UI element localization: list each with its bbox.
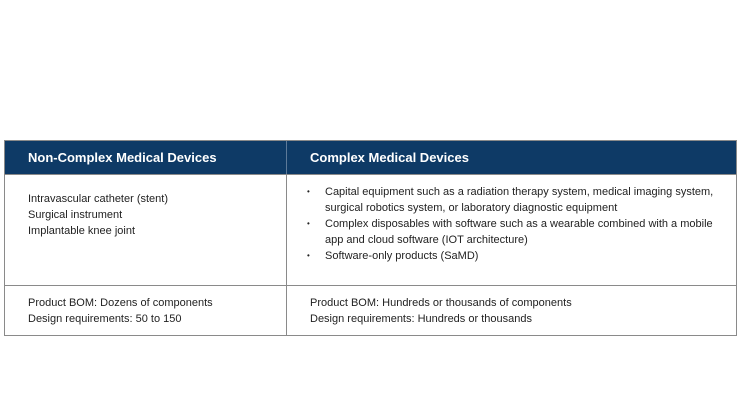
list-item-line: surgical robotics system, or laboratory diagnostic equipment bbox=[325, 202, 618, 214]
table-header-row bbox=[5, 141, 736, 174]
complex-examples-cell bbox=[287, 175, 736, 285]
complex-specs-cell bbox=[287, 286, 736, 335]
non-complex-specs-cell bbox=[5, 286, 287, 335]
list-item-line: app and cloud software (IOT architecture) bbox=[325, 234, 528, 246]
header-non-complex-devices: Non-Complex Medical Devices bbox=[5, 141, 287, 174]
bullet-icon: • bbox=[307, 219, 310, 228]
table-row-device-examples bbox=[5, 174, 736, 285]
non-complex-example: Intravascular catheter (stent) bbox=[28, 193, 169, 205]
list-item-line: Complex disposables with software such as a wearable combined with a mobile bbox=[325, 218, 713, 230]
table-row-specifications bbox=[5, 285, 736, 335]
list-item-line: Software-only products (SaMD) bbox=[325, 250, 479, 262]
non-complex-design-requirements: Design requirements: 50 to 150 bbox=[28, 313, 182, 325]
complex-bom: Product BOM: Hundreds or thousands of components bbox=[310, 297, 572, 309]
non-complex-example: Surgical instrument bbox=[28, 209, 123, 221]
complex-design-requirements: Design requirements: Hundreds or thousands bbox=[310, 313, 532, 325]
non-complex-examples-cell bbox=[5, 175, 287, 285]
bullet-icon: • bbox=[307, 187, 310, 196]
non-complex-example: Implantable knee joint bbox=[28, 225, 136, 237]
bullet-icon: • bbox=[307, 251, 310, 260]
comparison-table bbox=[4, 140, 737, 336]
complex-examples-list bbox=[307, 184, 722, 264]
header-complex-devices: Complex Medical Devices bbox=[310, 150, 469, 165]
non-complex-bom: Product BOM: Dozens of components bbox=[28, 297, 213, 309]
list-item bbox=[307, 216, 722, 248]
list-item bbox=[307, 184, 722, 216]
list-item-line: Capital equipment such as a radiation therapy system, medical imaging system, bbox=[325, 186, 714, 198]
list-item bbox=[307, 248, 722, 264]
